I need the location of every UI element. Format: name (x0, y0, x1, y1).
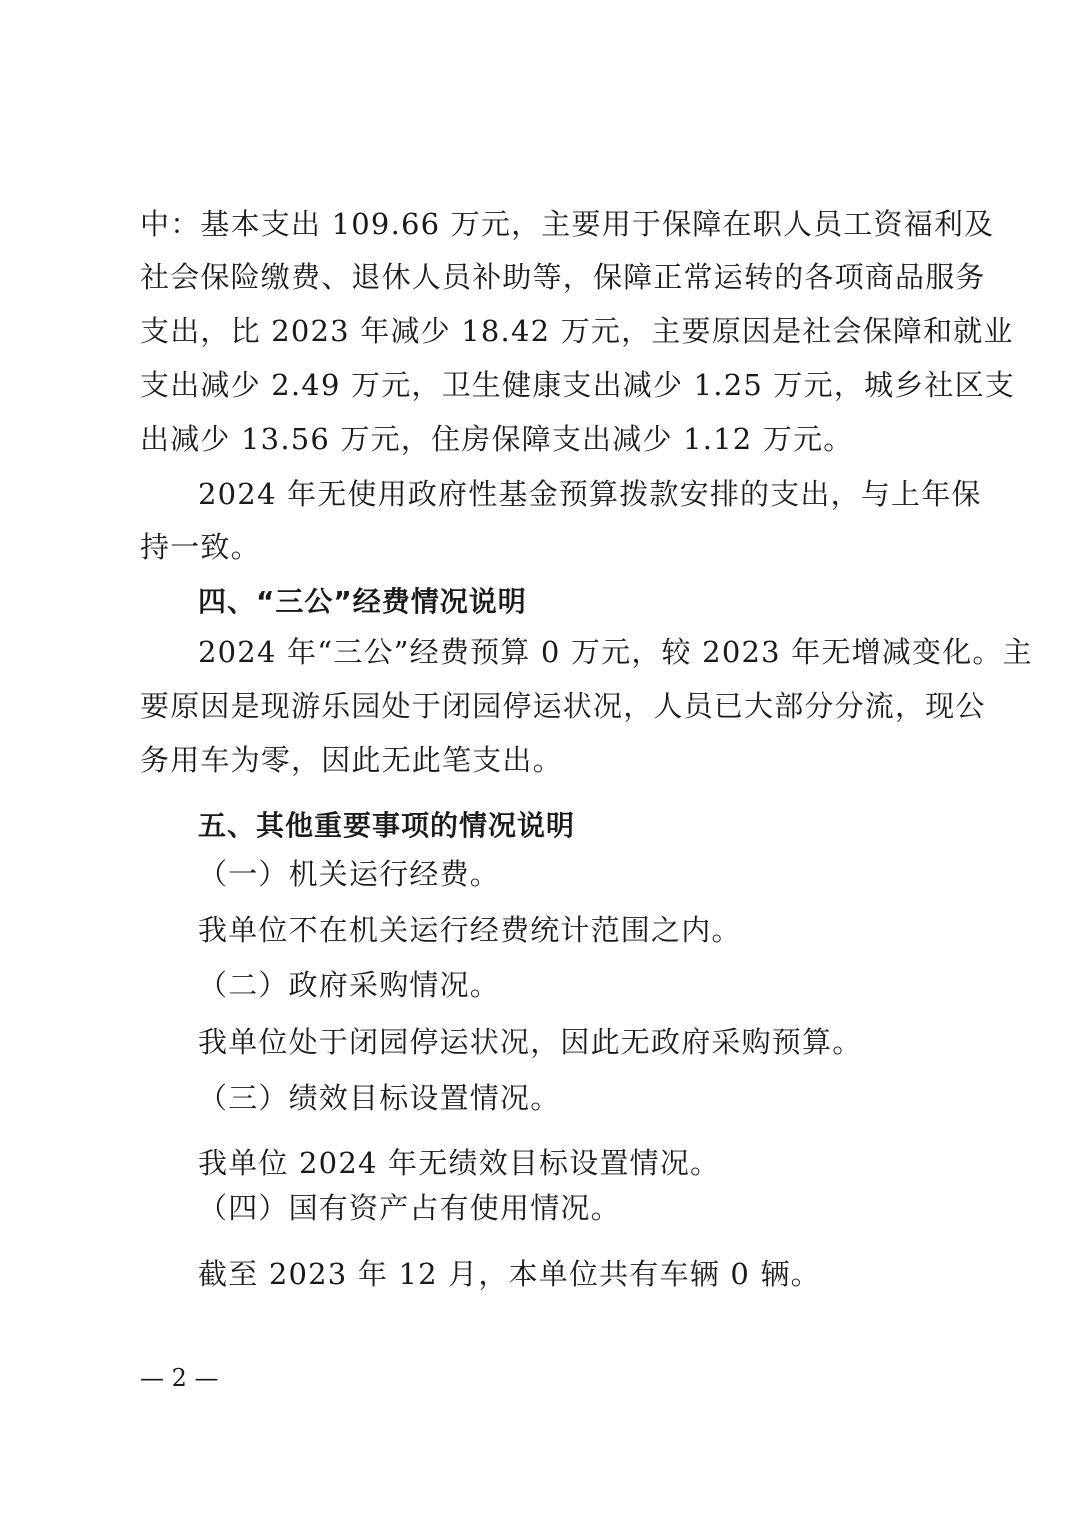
paragraph-line: 社会保险缴费、退休人员补助等，保障正常运转的各项商品服务 (140, 260, 986, 294)
page-number: — 2 — (140, 1364, 219, 1392)
paragraph-line: 务用车为零，因此无此笔支出。 (140, 743, 563, 777)
paragraph-line: 我单位处于闭园停运状况，因此无政府采购预算。 (198, 1025, 863, 1059)
subsection-title: （四）国有资产占有使用情况。 (198, 1191, 621, 1225)
subsection-title: （三）绩效目标设置情况。 (198, 1081, 561, 1115)
paragraph-line: 要原因是现游乐园处于闭园停运状况，人员已大部分分流，现公 (140, 689, 986, 723)
section-heading: 五、其他重要事项的情况说明 (198, 809, 576, 842)
paragraph-line: 截至 2023 年 12 月，本单位共有车辆 0 辆。 (198, 1257, 821, 1291)
paragraph-line: 我单位不在机关运行经费统计范围之内。 (198, 913, 742, 947)
subsection-title: （二）政府采购情况。 (198, 968, 501, 1002)
section-heading: 四、“三公”经费情况说明 (198, 585, 527, 618)
paragraph-line: 出减少 13.56 万元，住房保障支出减少 1.12 万元。 (140, 422, 854, 456)
paragraph-line: 2024 年无使用政府性基金预算拨款安排的支出，与上年保 (198, 477, 982, 511)
paragraph-line: 2024 年“三公”经费预算 0 万元，较 2023 年无增减变化。主 (198, 635, 1033, 669)
paragraph-line: 持一致。 (140, 530, 261, 564)
paragraph-line: 支出，比 2023 年减少 18.42 万元，主要原因是社会保障和就业 (140, 314, 1014, 348)
paragraph-line: 中：基本支出 109.66 万元，主要用于保障在职人员工资福利及 (140, 207, 995, 241)
paragraph-line: 我单位 2024 年无绩效目标设置情况。 (198, 1146, 721, 1180)
subsection-title: （一）机关运行经费。 (198, 857, 501, 891)
paragraph-line: 支出减少 2.49 万元，卫生健康支出减少 1.25 万元，城乡社区支 (140, 368, 1016, 402)
